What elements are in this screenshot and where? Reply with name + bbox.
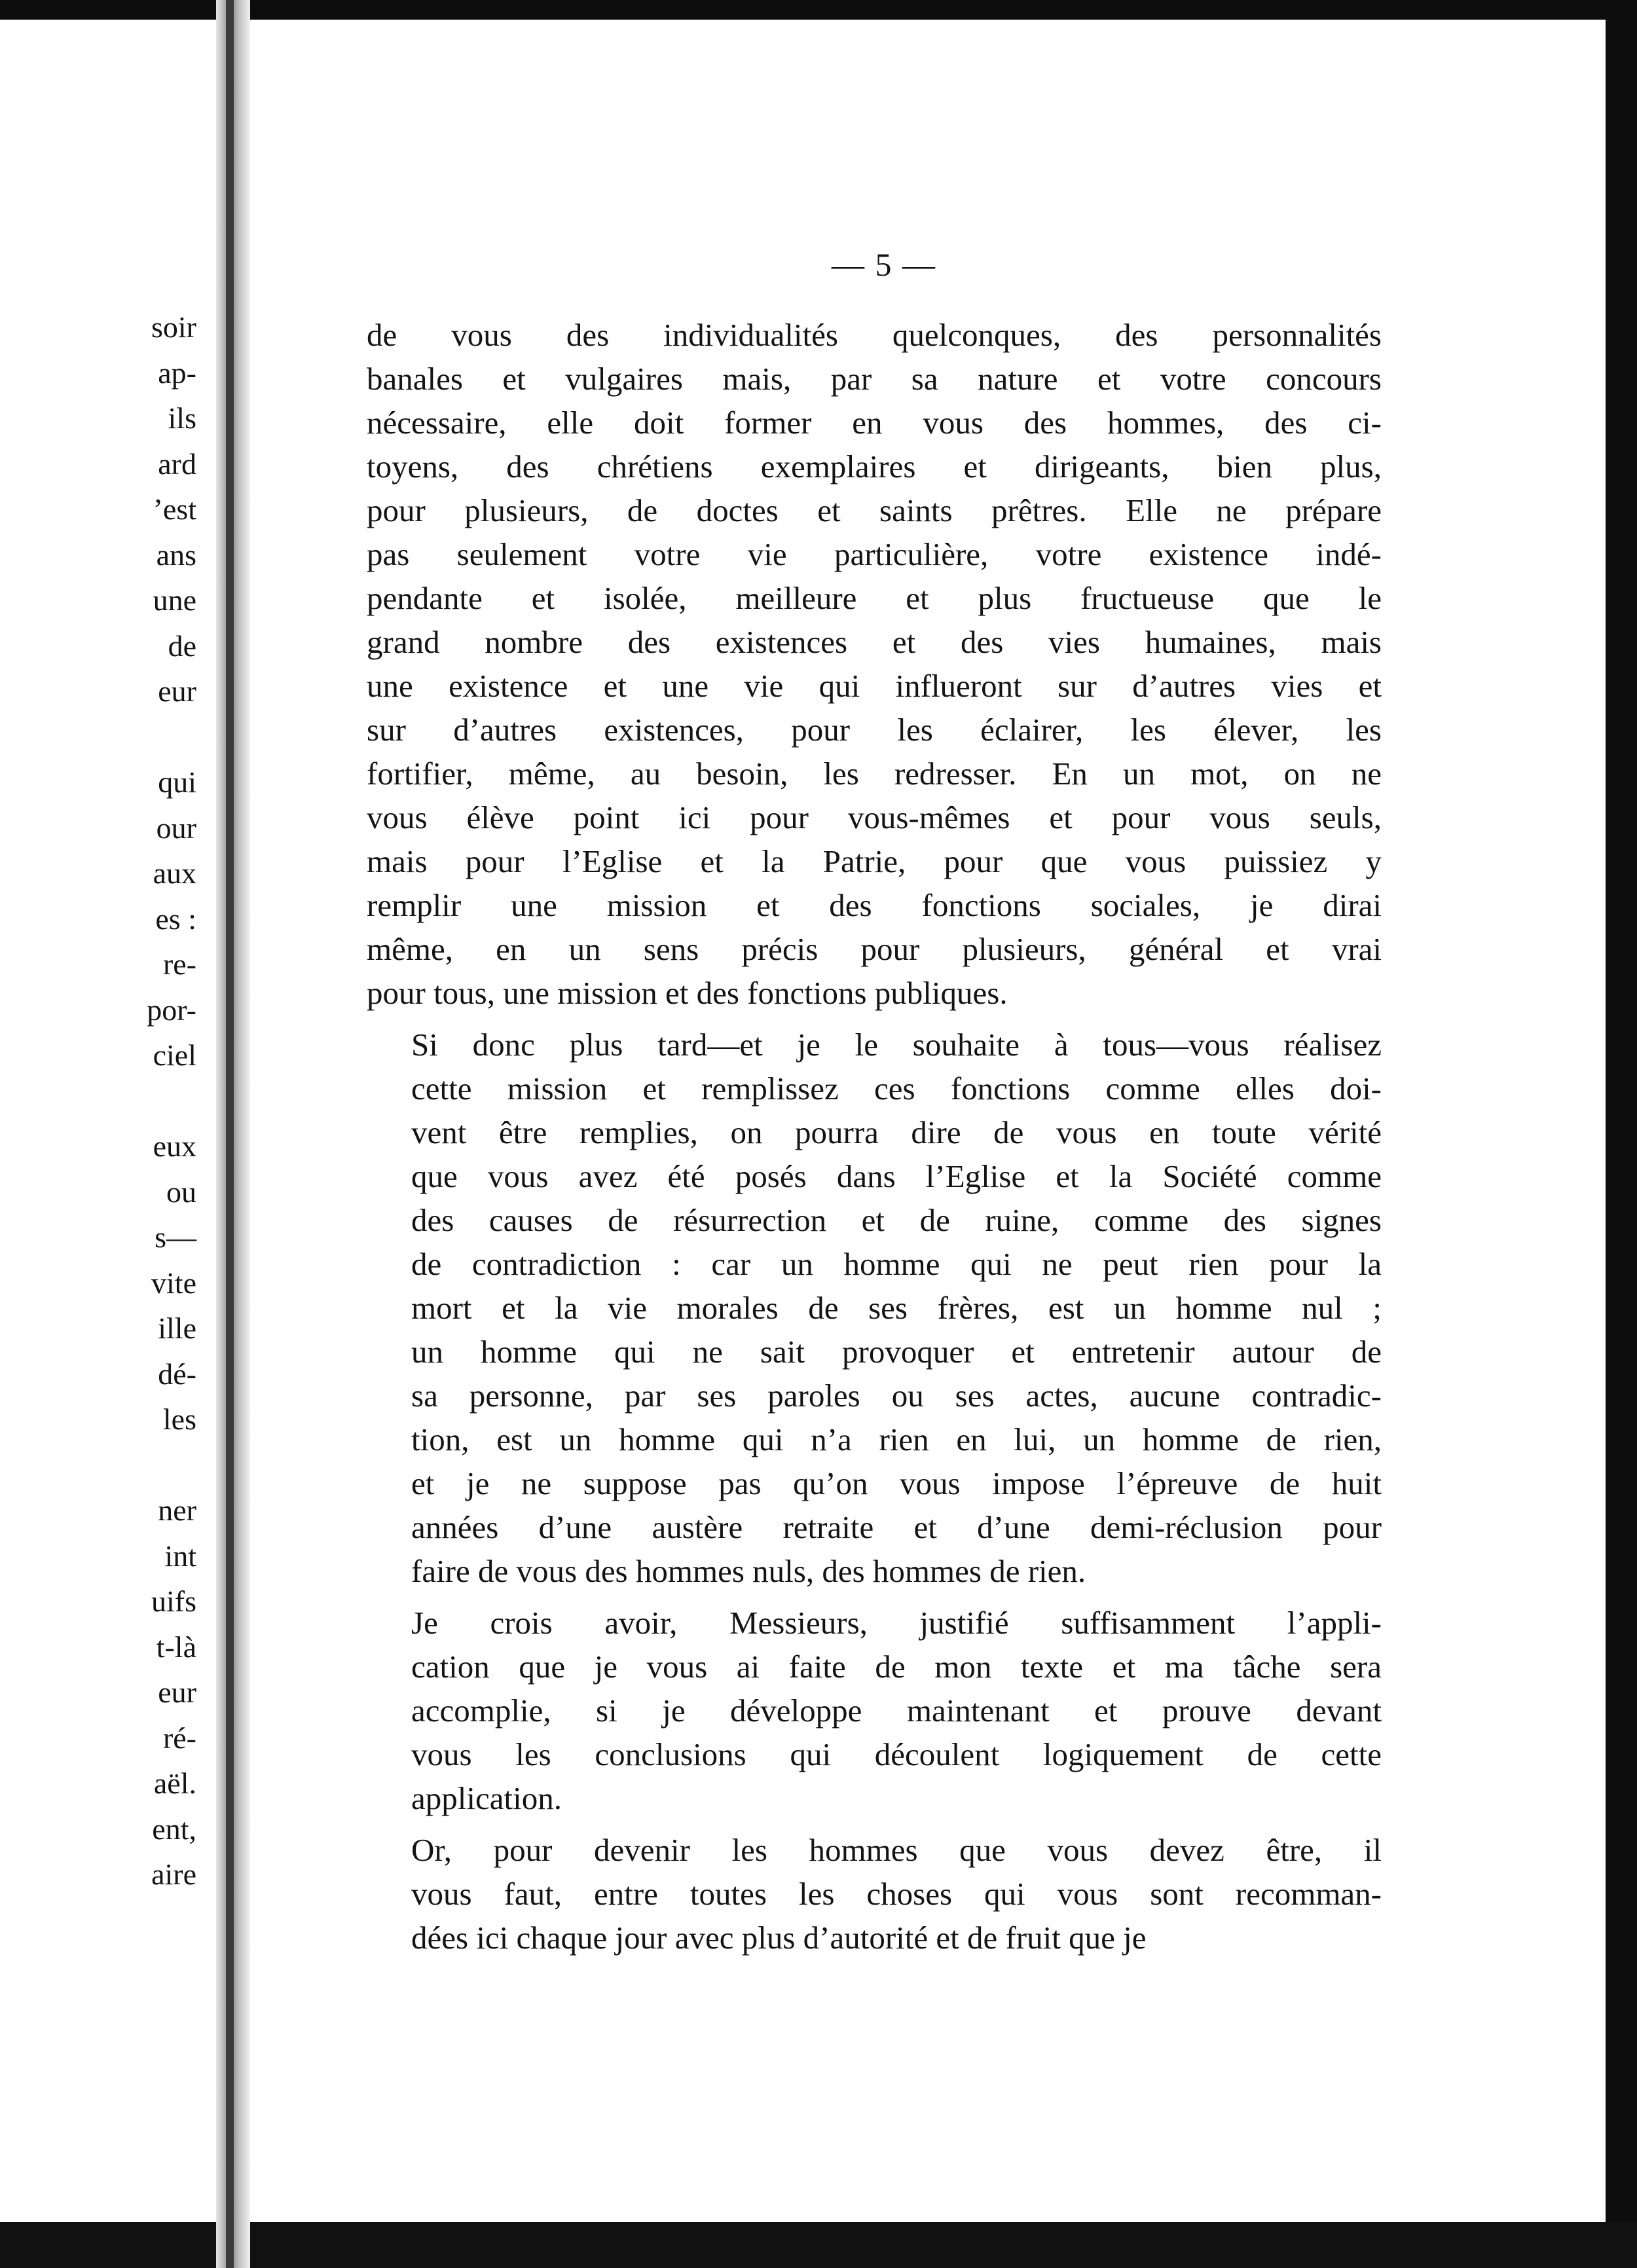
- text-line: fortifier, même, au besoin, les redresser. En un mot, on ne: [367, 756, 1382, 792]
- previous-page-fragments: [0, 304, 196, 1897]
- previous-page-fragment: aël.: [153, 1766, 196, 1800]
- text-line: faire de vous des hommes nuls, des hommes de rien.: [411, 1553, 1086, 1589]
- previous-page-fragment: [0, 1078, 196, 1124]
- previous-page-fragment: eur: [158, 1675, 196, 1709]
- text-line: pour tous, une mission et des fonctions publiques.: [367, 975, 1008, 1011]
- text-line: accomplie, si je développe maintenant et prouve devant: [411, 1692, 1382, 1728]
- previous-page-fragment: ille: [158, 1311, 196, 1345]
- previous-page-fragment: uifs: [151, 1584, 196, 1618]
- text-line: même, en un sens précis pour plusieurs, général et vrai: [367, 931, 1382, 967]
- text-line: toyens, des chrétiens exemplaires et dirigeants, bien plus,: [367, 448, 1382, 485]
- text-line: une existence et une vie qui influeront sur d’autres vies et: [367, 668, 1382, 704]
- text-line: de contradiction : car un homme qui ne peut rien pour la: [411, 1246, 1382, 1282]
- previous-page-fragment: es :: [155, 902, 196, 936]
- previous-page-fragment: ciel: [153, 1038, 196, 1072]
- previous-page-fragment: t-là: [156, 1630, 196, 1664]
- text-line: tion, est un homme qui n’a rien en lui, un homme de rien,: [411, 1421, 1382, 1457]
- text-line: pas seulement votre vie particulière, votre existence indé-: [367, 536, 1382, 572]
- text-line: nécessaire, elle doit former en vous des hommes, des ci-: [367, 405, 1382, 441]
- previous-page-fragment: int: [164, 1539, 196, 1573]
- previous-page-fragment: [0, 1442, 196, 1488]
- text-line: vent être remplies, on pourra dire de vous en toute vérité: [411, 1114, 1382, 1150]
- text-line: des causes de résurrection et de ruine, comme des signes: [411, 1202, 1382, 1238]
- text-line: un homme qui ne sait provoquer et entretenir autour de: [411, 1334, 1382, 1370]
- text-line: années d’une austère retraite et d’une demi-réclusion pour: [411, 1509, 1382, 1545]
- text-line: vous les conclusions qui découlent logiquement de cette: [411, 1736, 1382, 1772]
- text-line: de vous des individualités quelconques, des personnalités: [367, 317, 1382, 353]
- text-line: Or, pour devenir les hommes que vous devez être, il: [411, 1832, 1382, 1868]
- previous-page-fragment: ard: [158, 447, 196, 481]
- text-line: remplir une mission et des fonctions sociales, je dirai: [367, 887, 1382, 923]
- text-line: vous élève point ici pour vous-mêmes et pour vous seuls,: [367, 799, 1382, 835]
- previous-page-fragment: une: [153, 583, 196, 617]
- previous-page-fragment: aux: [153, 856, 196, 890]
- previous-page-fragment: ner: [158, 1493, 196, 1527]
- text-line: banales et vulgaires mais, par sa nature et votre concours: [367, 361, 1382, 397]
- previous-page-fragment: [0, 714, 196, 760]
- text-line: Si donc plus tard—et je le souhaite à tous—vous réalisez: [411, 1027, 1382, 1063]
- text-line: que vous avez été posés dans l’Eglise et la Société comme: [411, 1158, 1382, 1194]
- previous-page-fragment: ans: [156, 538, 196, 572]
- previous-page-fragment: eux: [153, 1129, 196, 1163]
- text-line: vous faut, entre toutes les choses qui vous sont recomman-: [411, 1876, 1382, 1912]
- previous-page-fragment: ou: [166, 1175, 196, 1209]
- text-line: sur d’autres existences, pour les éclairer, les élever, les: [367, 712, 1382, 748]
- text-line: Je crois avoir, Messieurs, justifié suffisamment l’appli-: [411, 1605, 1382, 1641]
- paragraph: [367, 1023, 1382, 1593]
- previous-page-fragment: vite: [151, 1266, 196, 1300]
- previous-page-fragment: de: [168, 629, 196, 663]
- previous-page-fragment: our: [156, 811, 196, 845]
- previous-page-fragment: ’est: [153, 492, 196, 526]
- previous-page-fragment: s—: [155, 1220, 196, 1254]
- previous-page-fragment: dé-: [158, 1357, 196, 1391]
- previous-page-fragment: ent,: [152, 1812, 196, 1846]
- gutter-shadow-line: [226, 0, 234, 2268]
- text-line: cation que je vous ai faite de mon texte et ma tâche sera: [411, 1649, 1382, 1685]
- text-line: mort et la vie morales de ses frères, est un homme nul ;: [411, 1290, 1382, 1326]
- previous-page-fragment: qui: [158, 765, 196, 799]
- text-line: application.: [411, 1780, 562, 1816]
- paragraph: [367, 313, 1382, 1015]
- previous-page-fragment: por-: [147, 993, 196, 1027]
- text-line: grand nombre des existences et des vies humaines, mais: [367, 624, 1382, 660]
- text-line: mais pour l’Eglise et la Patrie, pour que vous puissiez y: [367, 843, 1382, 879]
- text-line: dées ici chaque jour avec plus d’autorité et de fruit que je: [411, 1920, 1147, 1956]
- previous-page-fragment: soir: [151, 310, 196, 344]
- previous-page-fragment: ré-: [162, 1721, 196, 1755]
- text-line: et je ne suppose pas qu’on vous impose l’épreuve de huit: [411, 1465, 1382, 1501]
- text-line: pendante et isolée, meilleure et plus fructueuse que le: [367, 580, 1382, 616]
- scan-right-border: [1606, 0, 1637, 2268]
- text-line: cette mission et remplissez ces fonctions comme elles doi-: [411, 1070, 1382, 1107]
- previous-page-fragment: eur: [158, 674, 196, 708]
- previous-page-fragment: ils: [168, 401, 196, 435]
- text-line: pour plusieurs, de doctes et saints prêtres. Elle ne prépare: [367, 492, 1382, 528]
- text-line: sa personne, par ses paroles ou ses actes, aucune contradic-: [411, 1378, 1382, 1414]
- body-text: [367, 313, 1382, 1960]
- previous-page-fragment: ap-: [158, 356, 196, 390]
- previous-page-fragment: aire: [151, 1857, 196, 1891]
- previous-page-fragment: re-: [162, 947, 196, 981]
- paragraph: [367, 1601, 1382, 1820]
- previous-page-fragment: les: [162, 1402, 196, 1436]
- page-number: — 5 —: [832, 246, 936, 283]
- paragraph: [367, 1828, 1382, 1960]
